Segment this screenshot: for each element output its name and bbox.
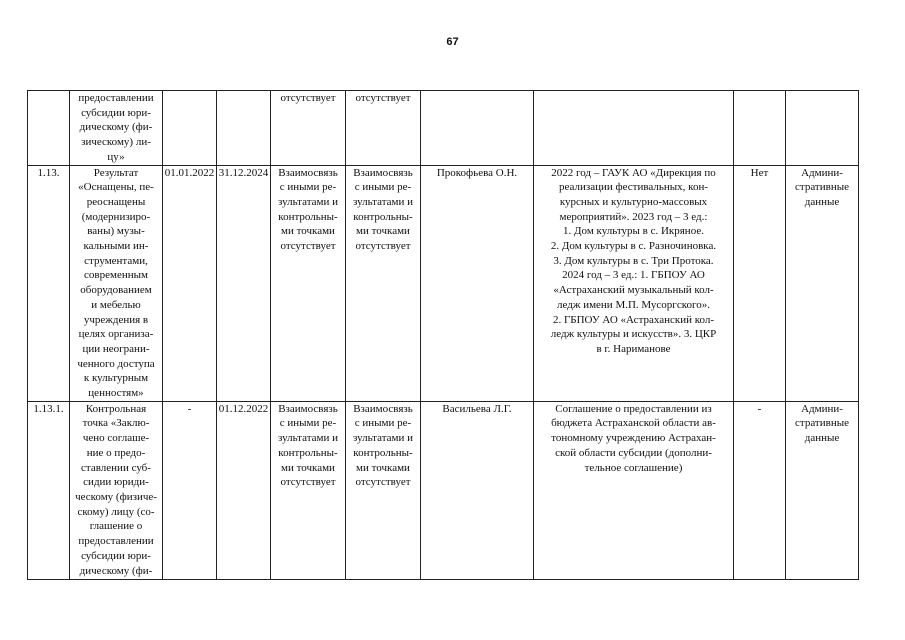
flag-cell xyxy=(734,91,786,166)
description-cell: 2022 год – ГАУК АО «Дирекция по реализации фестивальных, кон- курсных и культурно-массовых мероприятий». 2023 год – 3 ед.: 1. Дом культуры в с. Икряное. 2. Дом культуры в с. Разночиновка. 3. Дом культуры в с. Три Протока. 2024 год – 3 ед.: 1. ГБПОУ АО «Астраханский музыкальный кол- ледж имени М.П. Мусоргского». 2. ГБПОУ АО «Астраханский кол- ледж культуры и искусств». 3. ЦКР в г. Нариманове xyxy=(534,165,734,401)
relation-cell: отсутствует xyxy=(271,91,346,166)
source-cell: Админи- стративные данные xyxy=(786,401,859,579)
start-date-cell: - xyxy=(163,401,217,579)
item-name-cell: Контрольная точка «Заклю- чено соглаше- ние о предо- ставлении суб- сидии юриди- ческому (физиче- скому) лицу (со- глашение о предоставлении субсидии юри- дическому (фи- xyxy=(70,401,163,579)
item-name-cell: Результат «Оснащены, пе- реоснащены (модернизиро- ваны) музы- кальными ин- струментами, современным оборудованием и мебелью учреждения в целях организа- ции неограни- ченного доступа к культурным ценностям» xyxy=(70,165,163,401)
flag-cell: Нет xyxy=(734,165,786,401)
end-date-cell: 01.12.2022 xyxy=(217,401,271,579)
item-number-cell xyxy=(28,91,70,166)
item-name-cell: предоставлении субсидии юри- дическому (фи- зическому) ли- цу» xyxy=(70,91,163,166)
item-number-cell: 1.13.1. xyxy=(28,401,70,579)
relation-cell: отсутствует xyxy=(346,91,421,166)
end-date-cell: 31.12.2024 xyxy=(217,165,271,401)
source-cell xyxy=(786,91,859,166)
responsible-cell: Прокофьева О.Н. xyxy=(421,165,534,401)
flag-cell: - xyxy=(734,401,786,579)
item-number-cell: 1.13. xyxy=(28,165,70,401)
description-cell xyxy=(534,91,734,166)
table-row xyxy=(28,401,859,579)
start-date-cell: 01.01.2022 xyxy=(163,165,217,401)
relation-cell: Взаимосвязь с иными ре- зультатами и контрольны- ми точками отсутствует xyxy=(271,165,346,401)
responsible-cell xyxy=(421,91,534,166)
relation-cell: Взаимосвязь с иными ре- зультатами и контрольны- ми точками отсутствует xyxy=(346,165,421,401)
description-cell: Соглашение о предоставлении из бюджета Астраханской области ав- тономному учреждению Астрахан- ской области субсидии (дополни- тельное соглашение) xyxy=(534,401,734,579)
source-cell: Админи- стративные данные xyxy=(786,165,859,401)
page-number: 67 xyxy=(446,36,459,48)
responsible-cell: Васильева Л.Г. xyxy=(421,401,534,579)
plan-table xyxy=(27,90,859,580)
relation-cell: Взаимосвязь с иными ре- зультатами и контрольны- ми точками отсутствует xyxy=(271,401,346,579)
relation-cell: Взаимосвязь с иными ре- зультатами и контрольны- ми точками отсутствует xyxy=(346,401,421,579)
table-row xyxy=(28,91,859,166)
start-date-cell xyxy=(163,91,217,166)
table-row xyxy=(28,165,859,401)
end-date-cell xyxy=(217,91,271,166)
